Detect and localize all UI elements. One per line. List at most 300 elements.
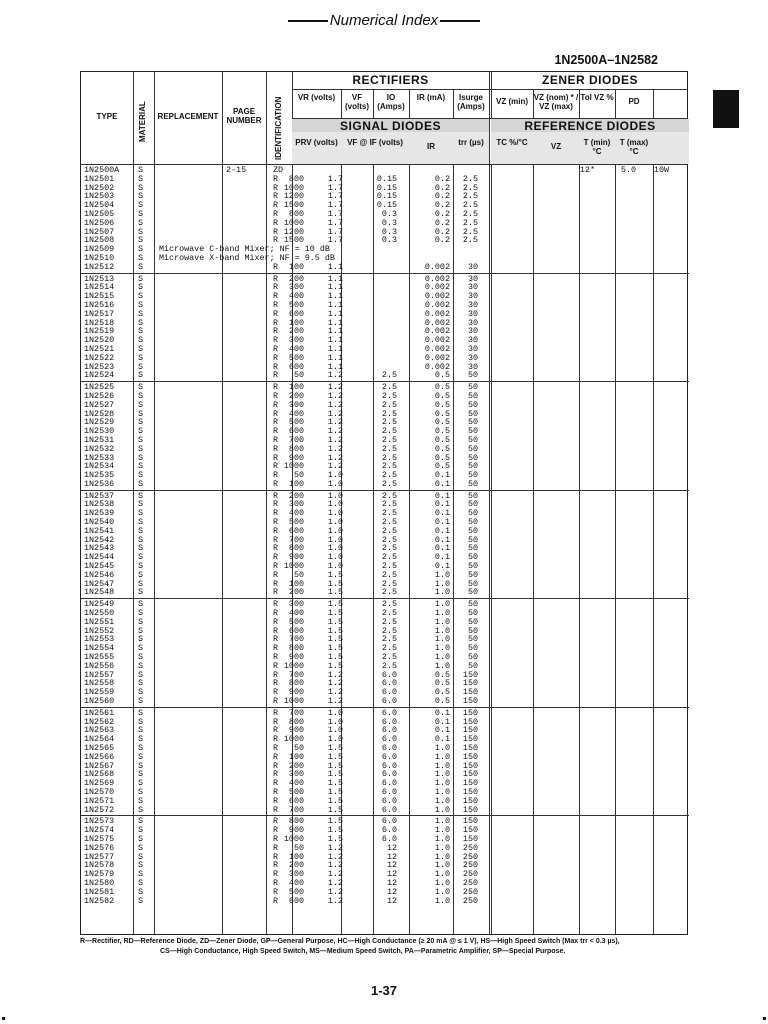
cell-vr: 900 xyxy=(288,652,304,663)
cell-vr: 800 xyxy=(288,716,304,727)
cell-type: 1N2578 xyxy=(84,860,115,871)
cell-identification: R xyxy=(273,490,279,501)
col-replacement: REPLACEMENT xyxy=(157,112,219,121)
cell-isurge: 2.5 xyxy=(462,191,478,202)
cell-vf: 1.2 xyxy=(327,390,343,401)
legend-line-2: CS—High Conductance, High Speed Switch, MS—Medium Speed Switch, PA—Parametric Amplifier, SP—Special Purpose. xyxy=(160,948,566,955)
cell-ir: 0.1 xyxy=(434,478,450,489)
cell-identification: R xyxy=(273,816,279,827)
cell-vf: 1.2 xyxy=(327,399,343,410)
cell-vr: 400 xyxy=(288,877,304,888)
cell-type: 1N2552 xyxy=(84,625,115,636)
cell-io: 2.5 xyxy=(381,561,397,572)
cell-io: 2.5 xyxy=(381,616,397,627)
cell-identification: R xyxy=(273,652,279,663)
cell-isurge: 50 xyxy=(467,569,478,580)
cell-type: 1N2523 xyxy=(84,361,115,372)
cell-material: S xyxy=(138,308,144,319)
cell-ir: 0.2 xyxy=(434,200,450,211)
cell-type: 1N2519 xyxy=(84,326,115,337)
cell-io: 6.0 xyxy=(381,825,397,836)
cell-io: 0.3 xyxy=(381,235,397,246)
cell-material: S xyxy=(138,869,144,880)
cell-material: S xyxy=(138,760,144,771)
cell-material: S xyxy=(138,669,144,680)
cell-isurge: 50 xyxy=(467,443,478,454)
cell-isurge: 150 xyxy=(462,769,478,780)
cell-ir: 0.5 xyxy=(434,408,450,419)
cell-identification: R xyxy=(273,804,279,815)
cell-isurge: 50 xyxy=(467,587,478,598)
cell-vr: 1000 xyxy=(283,660,304,671)
cell-vr: 1000 xyxy=(283,561,304,572)
cell-vf: 1.5 xyxy=(327,760,343,771)
page-number: 1-37 xyxy=(370,983,398,998)
cell-io: 2.5 xyxy=(381,426,397,437)
cell-material: S xyxy=(138,261,144,272)
cell-isurge: 50 xyxy=(467,434,478,445)
cell-io: 2.5 xyxy=(381,517,397,528)
cell-ir: 1.0 xyxy=(434,778,450,789)
cell-vf: 1.2 xyxy=(327,382,343,393)
cell-io: 6.0 xyxy=(381,795,397,806)
cell-vf: 1.1 xyxy=(327,361,343,372)
cell-isurge: 50 xyxy=(467,399,478,410)
cell-material: S xyxy=(138,778,144,789)
cell-material: S xyxy=(138,370,144,381)
cell-ir: 1.0 xyxy=(434,578,450,589)
cell-material: S xyxy=(138,478,144,489)
cell-isurge: 2.5 xyxy=(462,182,478,193)
cell-ir: 0.1 xyxy=(434,534,450,545)
cell-identification: R xyxy=(273,352,279,363)
cell-vf: 1.1 xyxy=(327,317,343,328)
cell-ir: 1.0 xyxy=(434,869,450,880)
cell-vf: 1.2 xyxy=(327,842,343,853)
cell-vr: 800 xyxy=(288,443,304,454)
cell-type: 1N2555 xyxy=(84,652,115,663)
col-ir: IR (mA) xyxy=(416,93,446,102)
cell-isurge: 50 xyxy=(467,408,478,419)
col-tol: Tol VZ % xyxy=(580,93,614,102)
cell-vr: 1500 xyxy=(283,200,304,211)
cell-vr: 1000 xyxy=(283,833,304,844)
cell-isurge: 150 xyxy=(462,751,478,762)
cell-type: 1N2517 xyxy=(84,308,115,319)
cell-ir: 0.1 xyxy=(434,561,450,572)
cell-vf: 1.2 xyxy=(327,851,343,862)
cell-vr: 200 xyxy=(288,760,304,771)
cell-material: S xyxy=(138,208,144,219)
cell-identification: R xyxy=(273,833,279,844)
cell-io: 12 xyxy=(386,842,397,853)
cell-vf: 1.1 xyxy=(327,343,343,354)
cell-io: 12 xyxy=(386,877,397,888)
cell-ir: 1.0 xyxy=(434,816,450,827)
cell-io: 0.15 xyxy=(376,191,397,202)
cell-vr: 300 xyxy=(288,399,304,410)
page-title xyxy=(0,12,768,29)
cell-io: 6.0 xyxy=(381,816,397,827)
cell-identification: R xyxy=(273,687,279,698)
cell-vf: 1.2 xyxy=(327,417,343,428)
cell-ir: 0.5 xyxy=(434,370,450,381)
cell-identification: R xyxy=(273,886,279,897)
cell-material: S xyxy=(138,725,144,736)
cell-identification: R xyxy=(273,235,279,246)
cell-material: S xyxy=(138,443,144,454)
cell-type: 1N2568 xyxy=(84,769,115,780)
cell-vr: 400 xyxy=(288,408,304,419)
legend-line-1: R—Rectifier, RD—Reference Diode, ZD—Zener Diode, GP—General Purpose, HC—High Conductance (≥ 20 mA @ ≤ 1 V), HS—High Speed Switch (Max trr < 0.3 µs), xyxy=(80,938,620,945)
cell-vf: 1.5 xyxy=(327,569,343,580)
cell-type: 1N2572 xyxy=(84,804,115,815)
table-row xyxy=(81,697,689,706)
cell-material: S xyxy=(138,652,144,663)
cell-identification: R xyxy=(273,569,279,580)
cell-vr: 500 xyxy=(288,786,304,797)
cell-isurge: 50 xyxy=(467,470,478,481)
cell-ir: 0.002 xyxy=(424,352,450,363)
cell-isurge: 30 xyxy=(467,291,478,302)
cell-material: S xyxy=(138,569,144,580)
cell-type: 1N2512 xyxy=(84,261,115,272)
cell-ir: 0.002 xyxy=(424,291,450,302)
cell-vf: 1.5 xyxy=(327,616,343,627)
cell-type: 1N2546 xyxy=(84,569,115,580)
cell-ir: 0.2 xyxy=(434,235,450,246)
cell-io: 6.0 xyxy=(381,687,397,698)
cell-ir: 0.002 xyxy=(424,335,450,346)
cell-type: 1N2535 xyxy=(84,470,115,481)
cell-ir: 0.2 xyxy=(434,208,450,219)
cell-vr: 100 xyxy=(288,578,304,589)
thumb-tab-marker xyxy=(713,90,739,128)
cell-identification: R xyxy=(273,390,279,401)
cell-identification: R xyxy=(273,707,279,718)
cell-identification: R xyxy=(273,217,279,228)
cell-identification: R xyxy=(273,716,279,727)
table-row xyxy=(81,345,689,354)
cell-type: 1N2507 xyxy=(84,226,115,237)
cell-type: 1N2510 xyxy=(84,252,115,263)
cell-io: 2.5 xyxy=(381,478,397,489)
cell-identification: R xyxy=(273,317,279,328)
cell-identification: R xyxy=(273,860,279,871)
cell-material: S xyxy=(138,877,144,888)
cell-ir: 1.0 xyxy=(434,625,450,636)
cell-vf: 1.0 xyxy=(327,478,343,489)
cell-vr: 400 xyxy=(288,508,304,519)
cell-isurge: 250 xyxy=(462,869,478,880)
cell-vr: 200 xyxy=(288,860,304,871)
cell-identification: R xyxy=(273,282,279,293)
cell-note: Microwave X-band Mixer; NF = 9.5 dB xyxy=(159,252,335,263)
cell-vf: 1.7 xyxy=(327,200,343,211)
row-group xyxy=(81,381,689,490)
cell-isurge: 50 xyxy=(467,552,478,563)
cell-identification: R xyxy=(273,208,279,219)
cell-vf: 1.5 xyxy=(327,825,343,836)
cell-vf: 1.0 xyxy=(327,517,343,528)
table-row xyxy=(81,371,689,380)
cell-material: S xyxy=(138,833,144,844)
cell-type: 1N2526 xyxy=(84,390,115,401)
cell-vf: 1.7 xyxy=(327,191,343,202)
cell-vr: 400 xyxy=(288,291,304,302)
cell-identification: R xyxy=(273,508,279,519)
cell-material: S xyxy=(138,625,144,636)
cell-isurge: 50 xyxy=(467,534,478,545)
cell-type: 1N2531 xyxy=(84,434,115,445)
col-identification: IDENTIFICATION xyxy=(274,96,283,160)
cell-identification: R xyxy=(273,261,279,272)
cell-material: S xyxy=(138,226,144,237)
table-row xyxy=(81,806,689,815)
cell-io: 6.0 xyxy=(381,786,397,797)
cell-vr: 700 xyxy=(288,804,304,815)
cell-material: S xyxy=(138,696,144,707)
cell-io: 2.5 xyxy=(381,370,397,381)
cell-type: 1N2548 xyxy=(84,587,115,598)
cell-isurge: 150 xyxy=(462,804,478,815)
cell-identification: R xyxy=(273,616,279,627)
cell-vr: 700 xyxy=(288,634,304,645)
cell-material: S xyxy=(138,517,144,528)
cell-ir: 0.5 xyxy=(434,443,450,454)
col-trr: trr (µs) xyxy=(458,138,484,147)
cell-isurge: 150 xyxy=(462,833,478,844)
cell-io: 2.5 xyxy=(381,552,397,563)
cell-vr: 700 xyxy=(288,534,304,545)
cell-identification: R xyxy=(273,696,279,707)
cell-ir: 0.2 xyxy=(434,173,450,184)
cell-isurge: 50 xyxy=(467,634,478,645)
signal-shade xyxy=(292,132,489,164)
cell-io: 2.5 xyxy=(381,470,397,481)
cell-identification: R xyxy=(273,443,279,454)
cell-material: S xyxy=(138,769,144,780)
cell-ir: 0.5 xyxy=(434,669,450,680)
cell-isurge: 150 xyxy=(462,725,478,736)
cell-vf: 1.2 xyxy=(327,895,343,906)
cell-zener-3: 10W xyxy=(653,165,669,175)
cell-vr: 800 xyxy=(288,678,304,689)
cell-ir: 0.5 xyxy=(434,426,450,437)
cell-material: S xyxy=(138,461,144,472)
cell-ir: 1.0 xyxy=(434,587,450,598)
cell-io: 0.3 xyxy=(381,226,397,237)
cell-isurge: 150 xyxy=(462,687,478,698)
cell-isurge: 150 xyxy=(462,795,478,806)
col-tmin: T (min) °C xyxy=(583,138,611,156)
cell-type: 1N2574 xyxy=(84,825,115,836)
cell-io: 2.5 xyxy=(381,569,397,580)
cell-io: 0.15 xyxy=(376,173,397,184)
cell-vr: 800 xyxy=(288,543,304,554)
cell-vr: 200 xyxy=(288,326,304,337)
cell-vr: 500 xyxy=(288,616,304,627)
cell-vf: 1.2 xyxy=(327,370,343,381)
cell-material: S xyxy=(138,716,144,727)
cell-type: 1N2570 xyxy=(84,786,115,797)
cell-isurge: 2.5 xyxy=(462,226,478,237)
row-group xyxy=(81,165,689,273)
cell-material: S xyxy=(138,235,144,246)
cell-io: 12 xyxy=(386,886,397,897)
cell-vr: 100 xyxy=(288,851,304,862)
cell-type: 1N2551 xyxy=(84,616,115,627)
cell-identification: R xyxy=(273,499,279,510)
cell-material: S xyxy=(138,382,144,393)
cell-ir: 1.0 xyxy=(434,860,450,871)
cell-vr: 900 xyxy=(288,687,304,698)
cell-identification: R xyxy=(273,543,279,554)
cell-vr: 400 xyxy=(288,778,304,789)
cell-vf: 1.1 xyxy=(327,282,343,293)
cell-isurge: 2.5 xyxy=(462,200,478,211)
cell-type: 1N2562 xyxy=(84,716,115,727)
cell-type: 1N2537 xyxy=(84,490,115,501)
cell-type: 1N2563 xyxy=(84,725,115,736)
cell-type: 1N2529 xyxy=(84,417,115,428)
cell-vr: 400 xyxy=(288,608,304,619)
cell-io: 6.0 xyxy=(381,678,397,689)
cell-material: S xyxy=(138,552,144,563)
cell-material: S xyxy=(138,842,144,853)
cell-io: 2.5 xyxy=(381,490,397,501)
cell-vf: 1.0 xyxy=(327,707,343,718)
cell-vf: 1.1 xyxy=(327,308,343,319)
cell-isurge: 2.5 xyxy=(462,173,478,184)
cell-type: 1N2557 xyxy=(84,669,115,680)
cell-isurge: 50 xyxy=(467,417,478,428)
cell-vf: 1.5 xyxy=(327,795,343,806)
cell-vr: 600 xyxy=(288,426,304,437)
cell-vr: 600 xyxy=(288,795,304,806)
cell-io: 2.5 xyxy=(381,417,397,428)
cell-vf: 1.7 xyxy=(327,173,343,184)
cell-material: S xyxy=(138,786,144,797)
cell-vf: 1.7 xyxy=(327,226,343,237)
cell-type: 1N2558 xyxy=(84,678,115,689)
cell-identification: R xyxy=(273,326,279,337)
cell-ir: 1.0 xyxy=(434,643,450,654)
cell-isurge: 150 xyxy=(462,678,478,689)
table-row xyxy=(81,888,689,897)
cell-identification: R xyxy=(273,786,279,797)
col-ir2: IR xyxy=(427,142,435,151)
cell-vf: 1.1 xyxy=(327,273,343,284)
cell-vr: 600 xyxy=(288,361,304,372)
cell-ir: 0.1 xyxy=(434,499,450,510)
cell-type: 1N2556 xyxy=(84,660,115,671)
cell-vf: 1.2 xyxy=(327,886,343,897)
cell-vr: 300 xyxy=(288,599,304,610)
cell-ir: 0.002 xyxy=(424,308,450,319)
cell-vr: 1000 xyxy=(283,734,304,745)
cell-io: 2.5 xyxy=(381,382,397,393)
cell-vr: 600 xyxy=(288,625,304,636)
cell-type: 1N2569 xyxy=(84,778,115,789)
cell-identification: R xyxy=(273,552,279,563)
cell-material: S xyxy=(138,743,144,753)
cell-isurge: 50 xyxy=(467,625,478,636)
cell-isurge: 250 xyxy=(462,851,478,862)
cell-ir: 1.0 xyxy=(434,825,450,836)
cell-type: 1N2539 xyxy=(84,508,115,519)
cell-identification: R xyxy=(273,534,279,545)
index-table xyxy=(80,71,688,935)
cell-isurge: 50 xyxy=(467,499,478,510)
table-row xyxy=(81,327,689,336)
cell-isurge: 50 xyxy=(467,517,478,528)
cell-isurge: 2.5 xyxy=(462,208,478,219)
cell-io: 6.0 xyxy=(381,669,397,680)
cell-vr: 200 xyxy=(288,390,304,401)
cell-identification: R xyxy=(273,417,279,428)
cell-type: 1N2540 xyxy=(84,517,115,528)
cell-type: 1N2545 xyxy=(84,561,115,572)
cell-ir: 0.1 xyxy=(434,470,450,481)
cell-identification: R xyxy=(273,643,279,654)
cell-material: S xyxy=(138,534,144,545)
cell-material: S xyxy=(138,643,144,654)
cell-isurge: 250 xyxy=(462,886,478,897)
cell-vf: 1.5 xyxy=(327,769,343,780)
cell-identification: R xyxy=(273,361,279,372)
cell-vr: 800 xyxy=(288,643,304,654)
row-group xyxy=(81,815,689,906)
cell-ir: 0.5 xyxy=(434,399,450,410)
cell-vf: 1.2 xyxy=(327,869,343,880)
cell-vf: 1.0 xyxy=(327,734,343,745)
table-row xyxy=(81,480,689,489)
cell-material: S xyxy=(138,244,144,255)
row-group xyxy=(81,598,689,707)
cell-material: S xyxy=(138,860,144,871)
cell-ir: 0.1 xyxy=(434,716,450,727)
cell-vf: 1.2 xyxy=(327,426,343,437)
cell-ir: 1.0 xyxy=(434,608,450,619)
cell-identification: R xyxy=(273,625,279,636)
cell-material: S xyxy=(138,361,144,372)
cell-vr: 1000 xyxy=(283,182,304,193)
table-row xyxy=(81,879,689,888)
cell-vf: 1.1 xyxy=(327,335,343,346)
cell-material: S xyxy=(138,587,144,598)
cell-vf: 1.5 xyxy=(327,652,343,663)
cell-material: S xyxy=(138,273,144,284)
cell-type: 1N2518 xyxy=(84,317,115,328)
cell-material: S xyxy=(138,599,144,610)
cell-vf: 1.5 xyxy=(327,599,343,610)
col-tc: TC %/°C xyxy=(496,138,528,147)
cell-ir: 0.002 xyxy=(424,273,450,284)
cell-material: S xyxy=(138,508,144,519)
cell-vr: 400 xyxy=(288,343,304,354)
cell-vf: 1.5 xyxy=(327,625,343,636)
cell-io: 6.0 xyxy=(381,696,397,707)
cell-type: 1N2544 xyxy=(84,552,115,563)
cell-ir: 1.0 xyxy=(434,634,450,645)
cell-material: S xyxy=(138,660,144,671)
cell-vf: 1.0 xyxy=(327,543,343,554)
cell-identification: R xyxy=(273,478,279,489)
cell-vf: 1.0 xyxy=(327,470,343,481)
col-type: TYPE xyxy=(96,112,118,121)
cell-zener-1: 12* xyxy=(579,165,595,175)
